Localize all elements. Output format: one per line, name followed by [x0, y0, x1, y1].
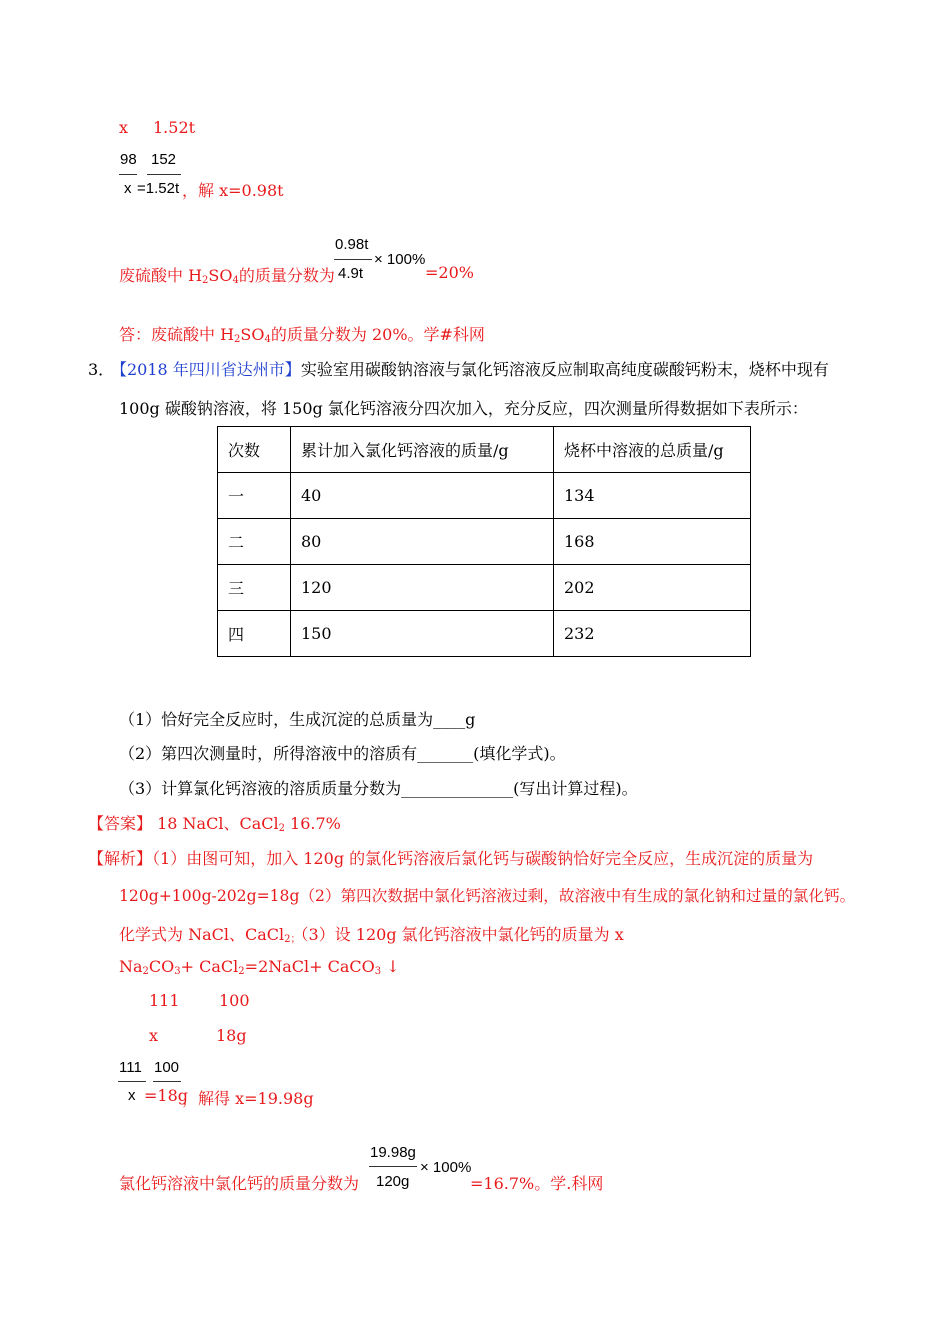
percent-denominator: 4.9t	[338, 265, 364, 282]
eq-sub: 3	[374, 966, 382, 977]
answer-label: 【答案】	[88, 814, 153, 833]
eq-rest: =2NaCl+ CaCO	[244, 957, 375, 976]
analysis-text-3a: 化学式为 NaCl、CaCl	[119, 925, 285, 944]
fraction-numerator: 100	[154, 1059, 180, 1076]
formula-sub2: 2	[234, 334, 241, 345]
fraction-denominator: x	[128, 1087, 136, 1104]
question-text-1: 实验室用碳酸钠溶液与氯化钙溶液反应制取高纯度碳酸钙粉末，烧杯中现有	[300, 360, 829, 379]
fraction-bar	[118, 1081, 146, 1082]
table-cell: 168	[554, 519, 751, 565]
percent-result: =20%	[425, 263, 474, 282]
formula-sub4: 4	[232, 275, 239, 286]
answer-text: 18 NaCl、CaCl	[152, 814, 279, 833]
ratio-d: 18g	[216, 1026, 247, 1045]
table-row	[218, 565, 751, 611]
answer-after: 的质量分数为 20%。学#科网	[270, 325, 485, 344]
ratio-a: 111	[149, 991, 180, 1010]
formula-so: SO	[240, 325, 265, 344]
answer-prefix: 答：废硫酸中	[119, 325, 221, 344]
question-line-1	[111, 357, 829, 380]
mass-fraction-line	[119, 263, 335, 286]
answer-tail: 16.7%	[284, 814, 341, 833]
percent-denominator: 120g	[376, 1173, 410, 1190]
table-cell: 120	[291, 565, 554, 611]
chemical-equation	[119, 957, 400, 977]
table-cell: 80	[291, 519, 554, 565]
ratio-c: x	[149, 1026, 159, 1045]
final-prefix: 氯化钙溶液中氯化钙的质量分数为	[119, 1174, 360, 1193]
analysis-text-2: 120g+100g-202g=18g（2）第四次数据中氯化钙溶液过剩，故溶液中有生成的氯化钠和过量的氯化钙。	[119, 887, 856, 905]
subquestion-2: （2）第四次测量时，所得溶液中的溶质有_______(填化学式)。	[119, 744, 566, 763]
mass-prefix: 废硫酸中	[119, 266, 189, 285]
analysis-line-1	[88, 846, 813, 869]
formula-sub4: 4	[264, 334, 271, 345]
question-number: 3．	[88, 360, 115, 379]
fraction-numerator: 111	[119, 1059, 142, 1076]
eq-sub: 2	[142, 966, 149, 977]
fraction-denominator: =18g	[144, 1086, 189, 1105]
mass-after: 的质量分数为	[238, 266, 335, 285]
ratio-b: 100	[219, 991, 250, 1010]
table-cell: 四	[218, 611, 291, 657]
table-cell: 二	[218, 519, 291, 565]
table-cell: 134	[554, 473, 751, 519]
ratio-value: 1.52t	[153, 118, 196, 137]
table-row	[218, 473, 751, 519]
eq-na: Na	[119, 957, 143, 976]
percent-numerator: 19.98g	[370, 1144, 416, 1161]
solve-text: ，解 x=0.98t	[182, 181, 284, 200]
table-cell: 40	[291, 473, 554, 519]
question-text-2: 100g 碳酸钠溶液，将 150g 氯化钙溶液分四次加入，充分反应，四次测量所得数据如下表所示：	[119, 399, 808, 418]
data-table	[217, 426, 751, 657]
formula-h: H	[188, 266, 203, 285]
fraction-denominator: =1.52t	[137, 180, 180, 197]
table-header: 烧杯中溶液的总质量/g	[554, 427, 751, 473]
ratio-x: x	[119, 118, 129, 137]
percent-numerator: 0.98t	[335, 236, 369, 253]
fraction-bar	[119, 174, 137, 175]
eq-sub: 3	[174, 966, 181, 977]
analysis-line-3	[119, 922, 624, 945]
fraction-bar	[369, 1166, 417, 1167]
fraction-denominator: x	[124, 180, 132, 197]
eq-co: CO	[148, 957, 175, 976]
subquestion-1: （1）恰好完全反应时，生成沉淀的总质量为____g	[119, 710, 476, 729]
precipitate-arrow-icon: ↓	[381, 957, 400, 976]
table-cell: 150	[291, 611, 554, 657]
fraction-numerator: 98	[120, 151, 137, 168]
analysis-label: 【解析】	[88, 849, 153, 868]
table-header: 次数	[218, 427, 291, 473]
question-source: 【2018 年四川省达州市】	[111, 360, 301, 379]
analysis-text-3b: （3）设 120g 氯化钙溶液中氯化钙的质量为 x	[300, 925, 624, 944]
answer-sub: 2	[278, 823, 285, 834]
times-hundred: × 100%	[374, 251, 426, 268]
table-cell: 一	[218, 473, 291, 519]
times-hundred: × 100%	[420, 1159, 472, 1176]
table-header: 累计加入氯化钙溶液的质量/g	[291, 427, 554, 473]
fraction-numerator: 152	[151, 151, 177, 168]
table-row	[218, 519, 751, 565]
table-cell: 232	[554, 611, 751, 657]
fraction-bar	[153, 1081, 181, 1082]
formula-sub2: 2	[202, 275, 209, 286]
final-result: =16.7%。学.科网	[470, 1174, 604, 1193]
eq-sub: 2	[238, 966, 245, 977]
analysis-sub: 2；	[284, 934, 301, 945]
answer-line	[88, 811, 341, 834]
table-cell: 202	[554, 565, 751, 611]
table-header-row	[218, 427, 751, 473]
fraction-bar	[147, 174, 181, 175]
formula-h: H	[220, 325, 235, 344]
subquestion-3: （3）计算氯化钙溶液的溶质质量分数为______________(写出计算过程)。	[119, 779, 638, 798]
eq-mid: + CaCl	[180, 957, 239, 976]
analysis-text-1: （1）由图可知，加入 120g 的氯化钙溶液后氯化钙与碳酸钠恰好完全反应，生成沉淀的质量为	[152, 849, 814, 868]
fraction-bar	[334, 259, 372, 260]
table-cell: 三	[218, 565, 291, 611]
formula-so: SO	[208, 266, 233, 285]
table-row	[218, 611, 751, 657]
solve-text: ，解得 x=19.98g	[182, 1089, 314, 1108]
answer-line-1	[119, 322, 485, 345]
